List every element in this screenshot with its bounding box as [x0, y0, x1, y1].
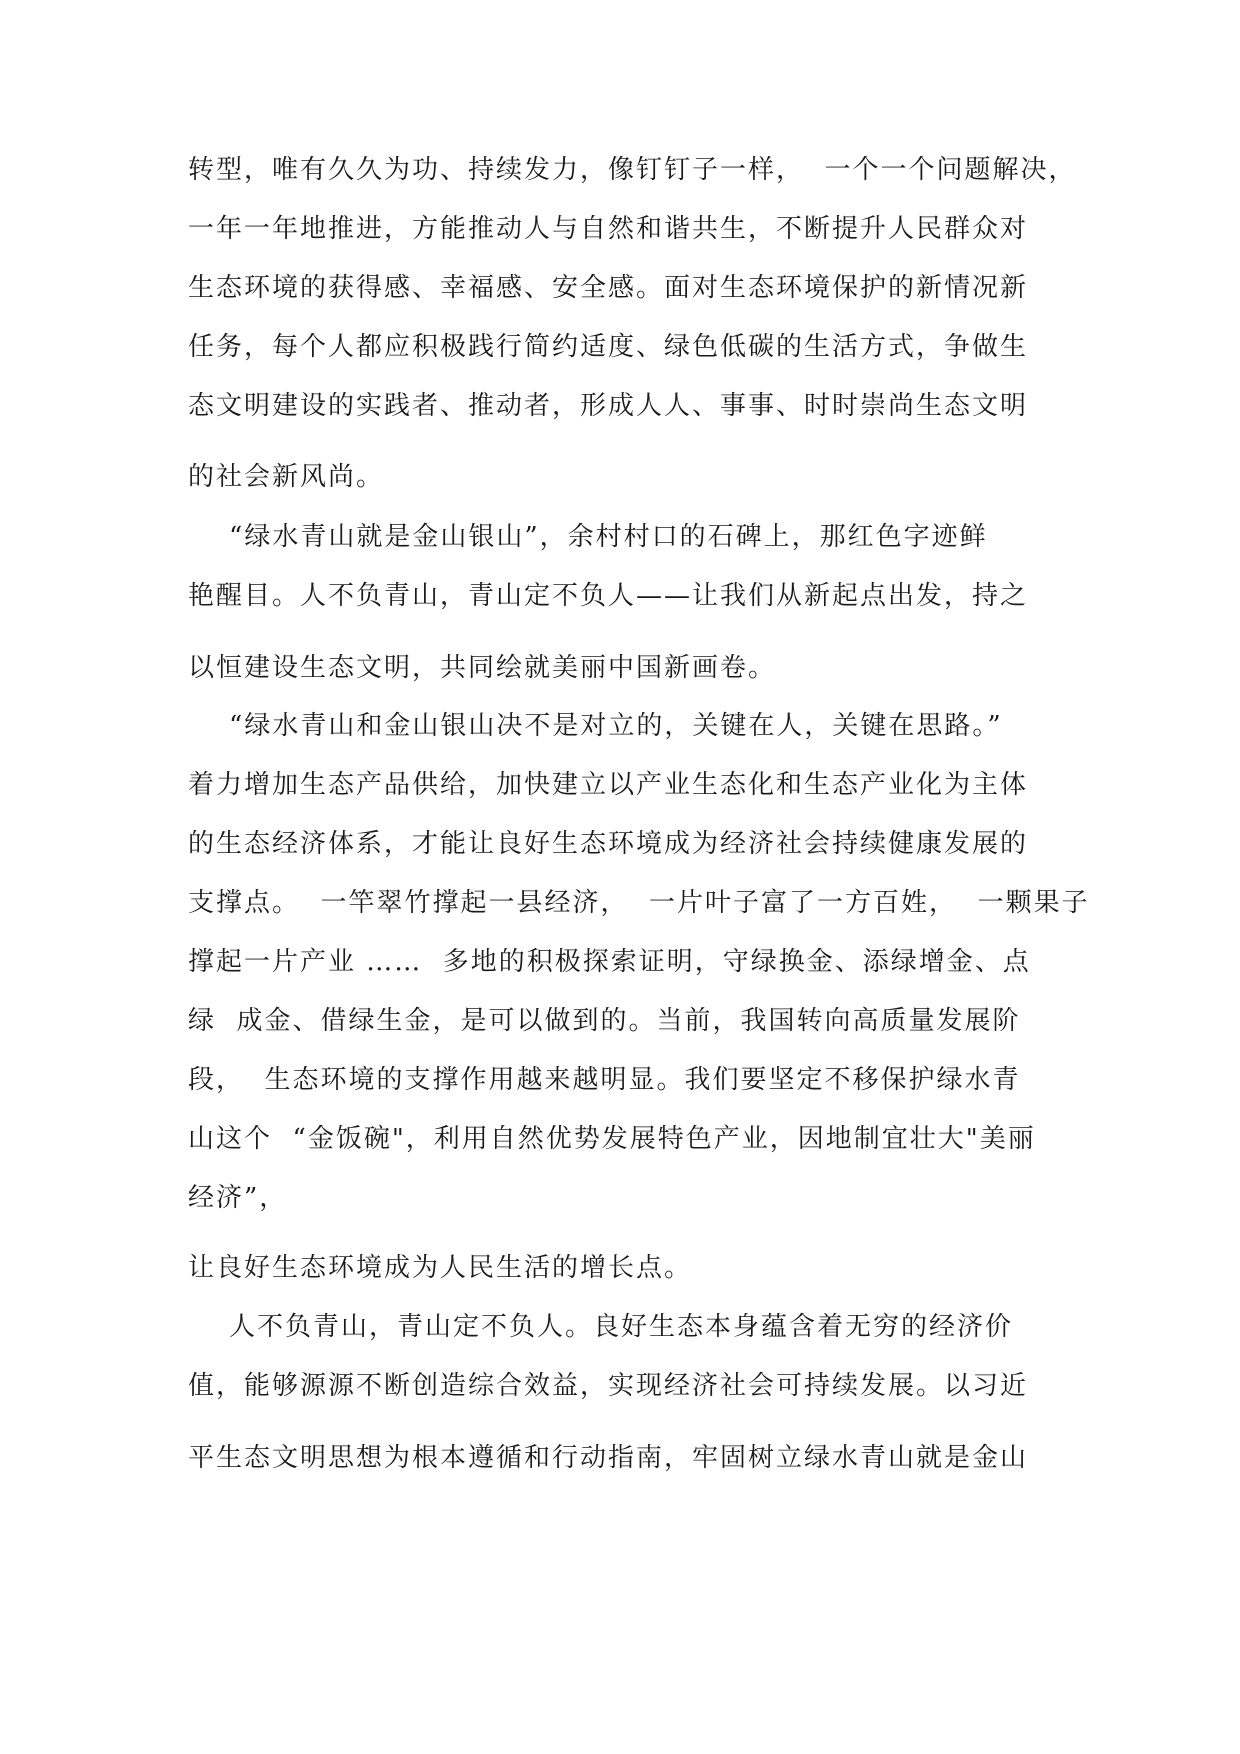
body-text-line: 任务，每个人都应积极践行简约适度、绿色低碳的生活方式，争做生 [188, 332, 1029, 362]
body-text-line: 绿 成金、借绿生金，是可以做到的。当前，我国转向高质量发展阶 [188, 1006, 1021, 1036]
body-text-line: 平生态文明思想为根本遵循和行动指南，牢固树立绿水青山就是金山 [188, 1443, 1029, 1473]
body-text-line: 让良好生态环境成为人民生活的增长点。 [188, 1253, 693, 1283]
body-text-line: 撑起一片产业 …… 多地的积极探索证明，守绿换金、添绿增金、点 [188, 947, 1031, 977]
body-text-line: 人不负青山，青山定不负人。良好生态本身蕴含着无穷的经济价 [188, 1312, 1014, 1342]
body-text-line: 态文明建设的实践者、推动者，形成人人、事事、时时崇尚生态文明 [188, 391, 1029, 421]
body-text-line: 经济”， [188, 1183, 288, 1213]
body-text-line: 支撑点。 一竿翠竹撑起一县经济， 一片叶子富了一方百姓， 一颗果子 [188, 888, 1090, 918]
body-text-line: 山这个 “金饭碗"，利用自然优势发展特色产业，因地制宜壮大"美丽 [188, 1124, 1036, 1154]
body-text-line: 的生态经济体系，才能让良好生态环境成为经济社会持续健康发展的 [188, 829, 1029, 859]
body-text-line: 着力增加生态产品供给，加快建立以产业生态化和生态产业化为主体 [188, 770, 1029, 800]
body-text-line: 一年一年地推进，方能推动人与自然和谐共生，不断提升人民群众对 [188, 214, 1029, 244]
body-text-line: “绿水青山就是金山银山”，余村村口的石碑上，那红色字迹鲜 [188, 522, 988, 552]
body-text-line: 段， 生态环境的支撑作用越来越明显。我们要坚定不移保护绿水青 [188, 1065, 1021, 1095]
body-text-line: 艳醒目。人不负青山，青山定不负人——让我们从新起点出发，持之 [188, 581, 1029, 611]
body-text-line: 转型，唯有久久为功、持续发力，像钉钉子一样， 一个一个问题解决， [188, 155, 1077, 185]
body-text-line: 值，能够源源不断创造综合效益，实现经济社会可持续发展。以习近 [188, 1371, 1029, 1401]
body-text-line: 生态环境的获得感、幸福感、安全感。面对生态环境保护的新情况新 [188, 273, 1029, 303]
body-text-line: “绿水青山和金山银山决不是对立的，关键在人，关键在思路。” [188, 711, 1003, 741]
body-text-line: 以恒建设生态文明，共同绘就美丽中国新画卷。 [188, 653, 777, 683]
body-text-line: 的社会新风尚。 [188, 462, 385, 492]
